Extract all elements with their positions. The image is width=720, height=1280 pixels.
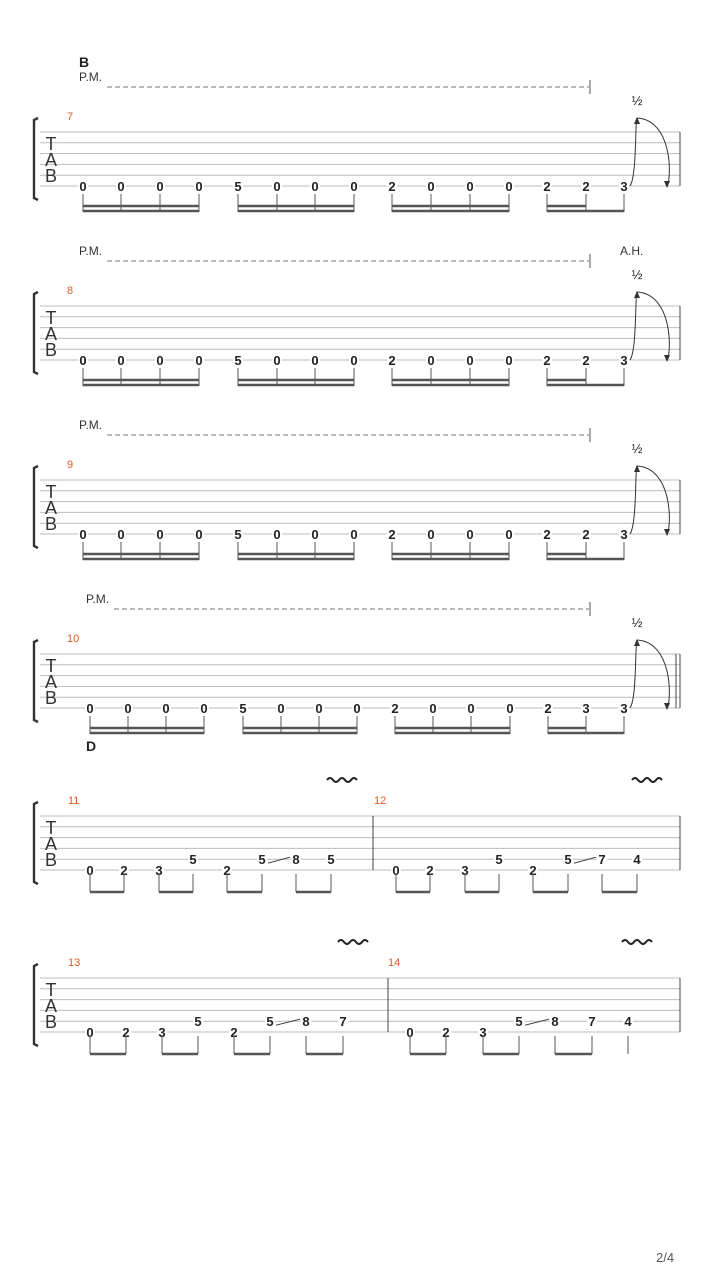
fret-number: 0 <box>311 527 319 542</box>
fret-number: 7 <box>598 852 606 868</box>
fret-number: 0 <box>315 701 323 716</box>
fret-number: 5 <box>564 852 572 868</box>
fret-number: 0 <box>156 179 164 194</box>
tab-clef-letter: B <box>44 1012 58 1032</box>
fret-number: 0 <box>427 179 435 194</box>
fret-number: 0 <box>117 527 125 542</box>
bend-arrow <box>630 640 637 708</box>
fret-number: 0 <box>156 527 164 542</box>
bend-arrow <box>630 292 637 360</box>
fret-number: 0 <box>117 353 125 368</box>
fret-number: 0 <box>350 527 358 542</box>
fret-number: 2 <box>543 527 551 542</box>
fret-number: 0 <box>79 179 87 194</box>
measure-number: 7 <box>67 111 74 123</box>
fret-number: 2 <box>391 701 399 716</box>
fret-number: 0 <box>117 179 125 194</box>
fret-number: 2 <box>582 179 590 194</box>
tab-clef-letter: A <box>44 324 58 344</box>
tab-clef-letter: A <box>44 996 58 1016</box>
vibrato-icon <box>632 778 662 782</box>
fret-number: 2 <box>582 353 590 368</box>
slide-line <box>525 1019 549 1025</box>
slide-line <box>574 857 596 863</box>
fret-number: 0 <box>79 527 87 542</box>
tab-clef-letter: A <box>44 498 58 518</box>
fret-number: 5 <box>258 852 266 868</box>
fret-number: 3 <box>620 353 628 368</box>
bend-label: ½ <box>631 615 643 630</box>
fret-number: 2 <box>544 701 552 716</box>
measure-number: 8 <box>67 285 74 297</box>
fret-number: 0 <box>86 863 94 878</box>
fret-number: 0 <box>311 353 319 368</box>
tab-clef-letter: T <box>45 308 57 328</box>
fret-number: 2 <box>388 527 396 542</box>
fret-number: 8 <box>551 1014 559 1030</box>
palm-mute-label: P.M. <box>79 244 103 258</box>
artificial-harmonic-label: A.H. <box>620 244 644 258</box>
measure-number: 14 <box>388 957 401 969</box>
fret-number: 2 <box>230 1025 238 1040</box>
fret-number: 0 <box>277 701 285 716</box>
tab-clef-letter: B <box>44 850 58 870</box>
system-bracket <box>34 640 38 722</box>
section-marker: D <box>86 738 97 754</box>
tab-clef-letter: T <box>45 656 57 676</box>
fret-number: 5 <box>515 1014 523 1030</box>
section-marker: B <box>79 54 90 70</box>
tab-clef-letter: T <box>45 134 57 154</box>
fret-number: 5 <box>189 852 197 868</box>
palm-mute-label: P.M. <box>79 70 103 84</box>
fret-number: 2 <box>442 1025 450 1040</box>
tab-clef-letter: T <box>45 482 57 502</box>
fret-number: 2 <box>426 863 434 878</box>
measure-number: 9 <box>67 459 74 471</box>
vibrato-icon <box>338 940 368 944</box>
slide-line <box>276 1019 300 1025</box>
system-bracket <box>34 964 38 1046</box>
release-arrow <box>637 640 669 709</box>
fret-number: 0 <box>86 701 94 716</box>
fret-number: 0 <box>466 527 474 542</box>
fret-number: 5 <box>327 852 335 868</box>
release-arrow <box>637 118 669 187</box>
page-number: 2/4 <box>656 1250 675 1265</box>
fret-number: 0 <box>79 353 87 368</box>
fret-number: 0 <box>466 353 474 368</box>
tab-clef-letter: T <box>45 980 57 1000</box>
fret-number: 0 <box>195 179 203 194</box>
fret-number: 0 <box>195 353 203 368</box>
fret-number: 2 <box>223 863 231 878</box>
system-bracket <box>34 466 38 548</box>
fret-number: 4 <box>633 852 641 868</box>
fret-number: 3 <box>479 1025 487 1040</box>
system-bracket <box>34 292 38 374</box>
fret-number: 7 <box>588 1014 596 1030</box>
release-arrow <box>637 292 669 361</box>
slide-line <box>268 857 290 863</box>
fret-number: 0 <box>429 701 437 716</box>
fret-number: 5 <box>234 179 242 194</box>
fret-number: 8 <box>302 1014 310 1030</box>
fret-number: 0 <box>200 701 208 716</box>
bend-label: ½ <box>631 93 643 108</box>
fret-number: 0 <box>86 1025 94 1040</box>
tab-clef-letter: B <box>44 166 58 186</box>
fret-number: 2 <box>582 527 590 542</box>
system-bracket <box>34 802 38 884</box>
fret-number: 0 <box>505 179 513 194</box>
measure-number: 12 <box>374 795 387 807</box>
fret-number: 0 <box>427 353 435 368</box>
fret-number: 7 <box>339 1014 347 1030</box>
fret-number: 3 <box>582 701 590 716</box>
fret-number: 0 <box>427 527 435 542</box>
fret-number: 5 <box>234 353 242 368</box>
fret-number: 2 <box>122 1025 130 1040</box>
release-arrow-head <box>664 703 670 710</box>
fret-number: 3 <box>620 527 628 542</box>
fret-number: 5 <box>239 701 247 716</box>
fret-number: 8 <box>292 852 300 868</box>
system-bracket <box>34 118 38 200</box>
palm-mute-label: P.M. <box>79 418 103 432</box>
fret-number: 0 <box>506 701 514 716</box>
fret-number: 0 <box>273 179 281 194</box>
tab-clef-letter: A <box>44 834 58 854</box>
fret-number: 0 <box>466 179 474 194</box>
fret-number: 3 <box>461 863 469 878</box>
fret-number: 0 <box>392 863 400 878</box>
measure-number: 10 <box>67 633 80 645</box>
bend-label: ½ <box>631 441 643 456</box>
vibrato-icon <box>327 778 357 782</box>
tab-clef-letter: A <box>44 150 58 170</box>
fret-number: 3 <box>620 701 628 716</box>
fret-number: 2 <box>388 353 396 368</box>
fret-number: 5 <box>234 527 242 542</box>
fret-number: 0 <box>162 701 170 716</box>
fret-number: 0 <box>505 353 513 368</box>
fret-number: 3 <box>155 863 163 878</box>
fret-number: 2 <box>388 179 396 194</box>
fret-number: 0 <box>124 701 132 716</box>
fret-number: 5 <box>495 852 503 868</box>
fret-number: 5 <box>266 1014 274 1030</box>
fret-number: 3 <box>158 1025 166 1040</box>
fret-number: 0 <box>350 353 358 368</box>
fret-number: 2 <box>543 179 551 194</box>
fret-number: 2 <box>120 863 128 878</box>
fret-number: 3 <box>620 179 628 194</box>
fret-number: 0 <box>505 527 513 542</box>
fret-number: 0 <box>311 179 319 194</box>
fret-number: 2 <box>529 863 537 878</box>
release-arrow-head <box>664 529 670 536</box>
bend-label: ½ <box>631 267 643 282</box>
fret-number: 0 <box>195 527 203 542</box>
fret-number: 5 <box>194 1014 202 1030</box>
vibrato-icon <box>622 940 652 944</box>
fret-number: 0 <box>350 179 358 194</box>
bend-arrow <box>630 466 637 534</box>
tab-clef-letter: A <box>44 672 58 692</box>
fret-number: 0 <box>273 353 281 368</box>
tab-clef-letter: T <box>45 818 57 838</box>
fret-number: 0 <box>353 701 361 716</box>
fret-number: 0 <box>467 701 475 716</box>
measure-number: 11 <box>68 795 80 807</box>
measure-number: 13 <box>68 957 81 969</box>
fret-number: 2 <box>543 353 551 368</box>
tab-clef-letter: B <box>44 688 58 708</box>
release-arrow-head <box>664 355 670 362</box>
fret-number: 0 <box>406 1025 414 1040</box>
tab-clef-letter: B <box>44 340 58 360</box>
tab-clef-letter: B <box>44 514 58 534</box>
release-arrow-head <box>664 181 670 188</box>
fret-number: 0 <box>273 527 281 542</box>
release-arrow <box>637 466 669 535</box>
fret-number: 4 <box>624 1014 632 1030</box>
fret-number: 0 <box>156 353 164 368</box>
bend-arrow <box>630 118 637 186</box>
palm-mute-label: P.M. <box>86 592 110 606</box>
